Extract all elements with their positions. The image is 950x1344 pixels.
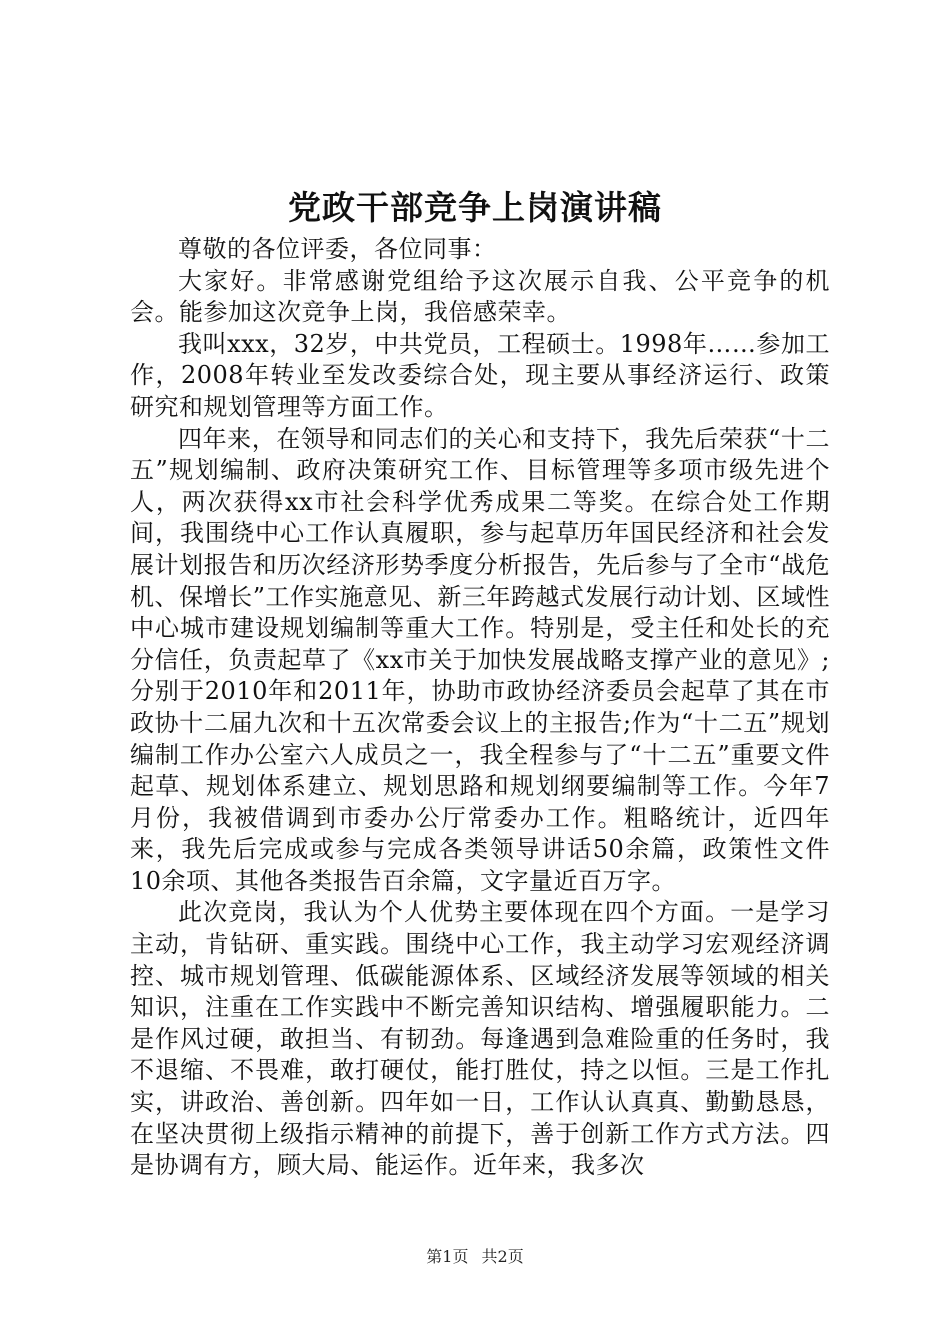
strengths-paragraph: 此次竞岗，我认为个人优势主要体现在四个方面。一是学习主动，肯钻研、重实践。围绕中心工作，我主动学习宏观经济调控、城市规划管理、低碳能源体系、区域经济发展等领域的相关知识，注重在工作实践中不断完善知识结构、增强履职能力。二是作风过硬，敢担当、有韧劲。每逢遇到急难险重的任务时，我不退缩、不畏难，敢打硬仗，能打胜仗，持之以恒。三是工作扎实，讲政治、善创新。四年如一日，工作认认真真、勤勤恳恳，在坚决贯彻上级指示精神的前提下，善于创新工作方式方法。四是协调有方，顾大局、能运作。近年来，我多次 bbox=[130, 898, 830, 1180]
salutation-paragraph: 尊敬的各位评委，各位同事： bbox=[178, 235, 497, 263]
achievements-paragraph: 四年来，在领导和同志们的关心和支持下，我先后荣获“十二五”规划编制、政府决策研究工作、目标管理等多项市级先进个人，两次获得xx市社会科学优秀成果二等奖。在综合处工作期间，我围绕中心工作认真履职，参与起草历年国民经济和社会发展计划报告和历次经济形势季度分析报告，先后参与了全市“战危机、保增长”工作实施意见、新三年跨越式发展行动计划、区域性中心城市建设规划编制等重大工作。特别是，受主任和处长的充分信任，负责起草了《xx市关于加快发展战略支撑产业的意见》;分别于2010年和2011年，协助市政协经济委员会起草了其在市政协十二届九次和十五次常委会议上的主报告;作为“十二五”规划编制工作办公室六人成员之一，我全程参与了“十二五”重要文件起草、规划体系建立、规划思路和规划纲要编制等工作。今年7月份，我被借调到市委办公厅常委办工作。粗略统计，近四年来，我先后完成或参与完成各类领导讲话50余篇，政策性文件10余项、其他各类报告百余篇，文字量近百万字。 bbox=[130, 424, 830, 895]
page-footer bbox=[0, 1246, 950, 1268]
self-introduction-paragraph: 我叫xxx，32岁，中共党员，工程硕士。1998年……参加工作，2008年转业至发改委综合处，现主要从事经济运行、政策研究和规划管理等方面工作。 bbox=[130, 329, 830, 421]
page-total: 共2页 bbox=[481, 1247, 524, 1266]
greeting-paragraph: 大家好。非常感谢党组给予这次展示自我、公平竞争的机会。能参加这次竞争上岗，我倍感荣幸。 bbox=[130, 266, 830, 327]
page-number: 第1页 bbox=[426, 1247, 469, 1266]
document-title: 党政干部竞争上岗演讲稿 bbox=[288, 188, 662, 227]
document-body bbox=[130, 234, 830, 1182]
